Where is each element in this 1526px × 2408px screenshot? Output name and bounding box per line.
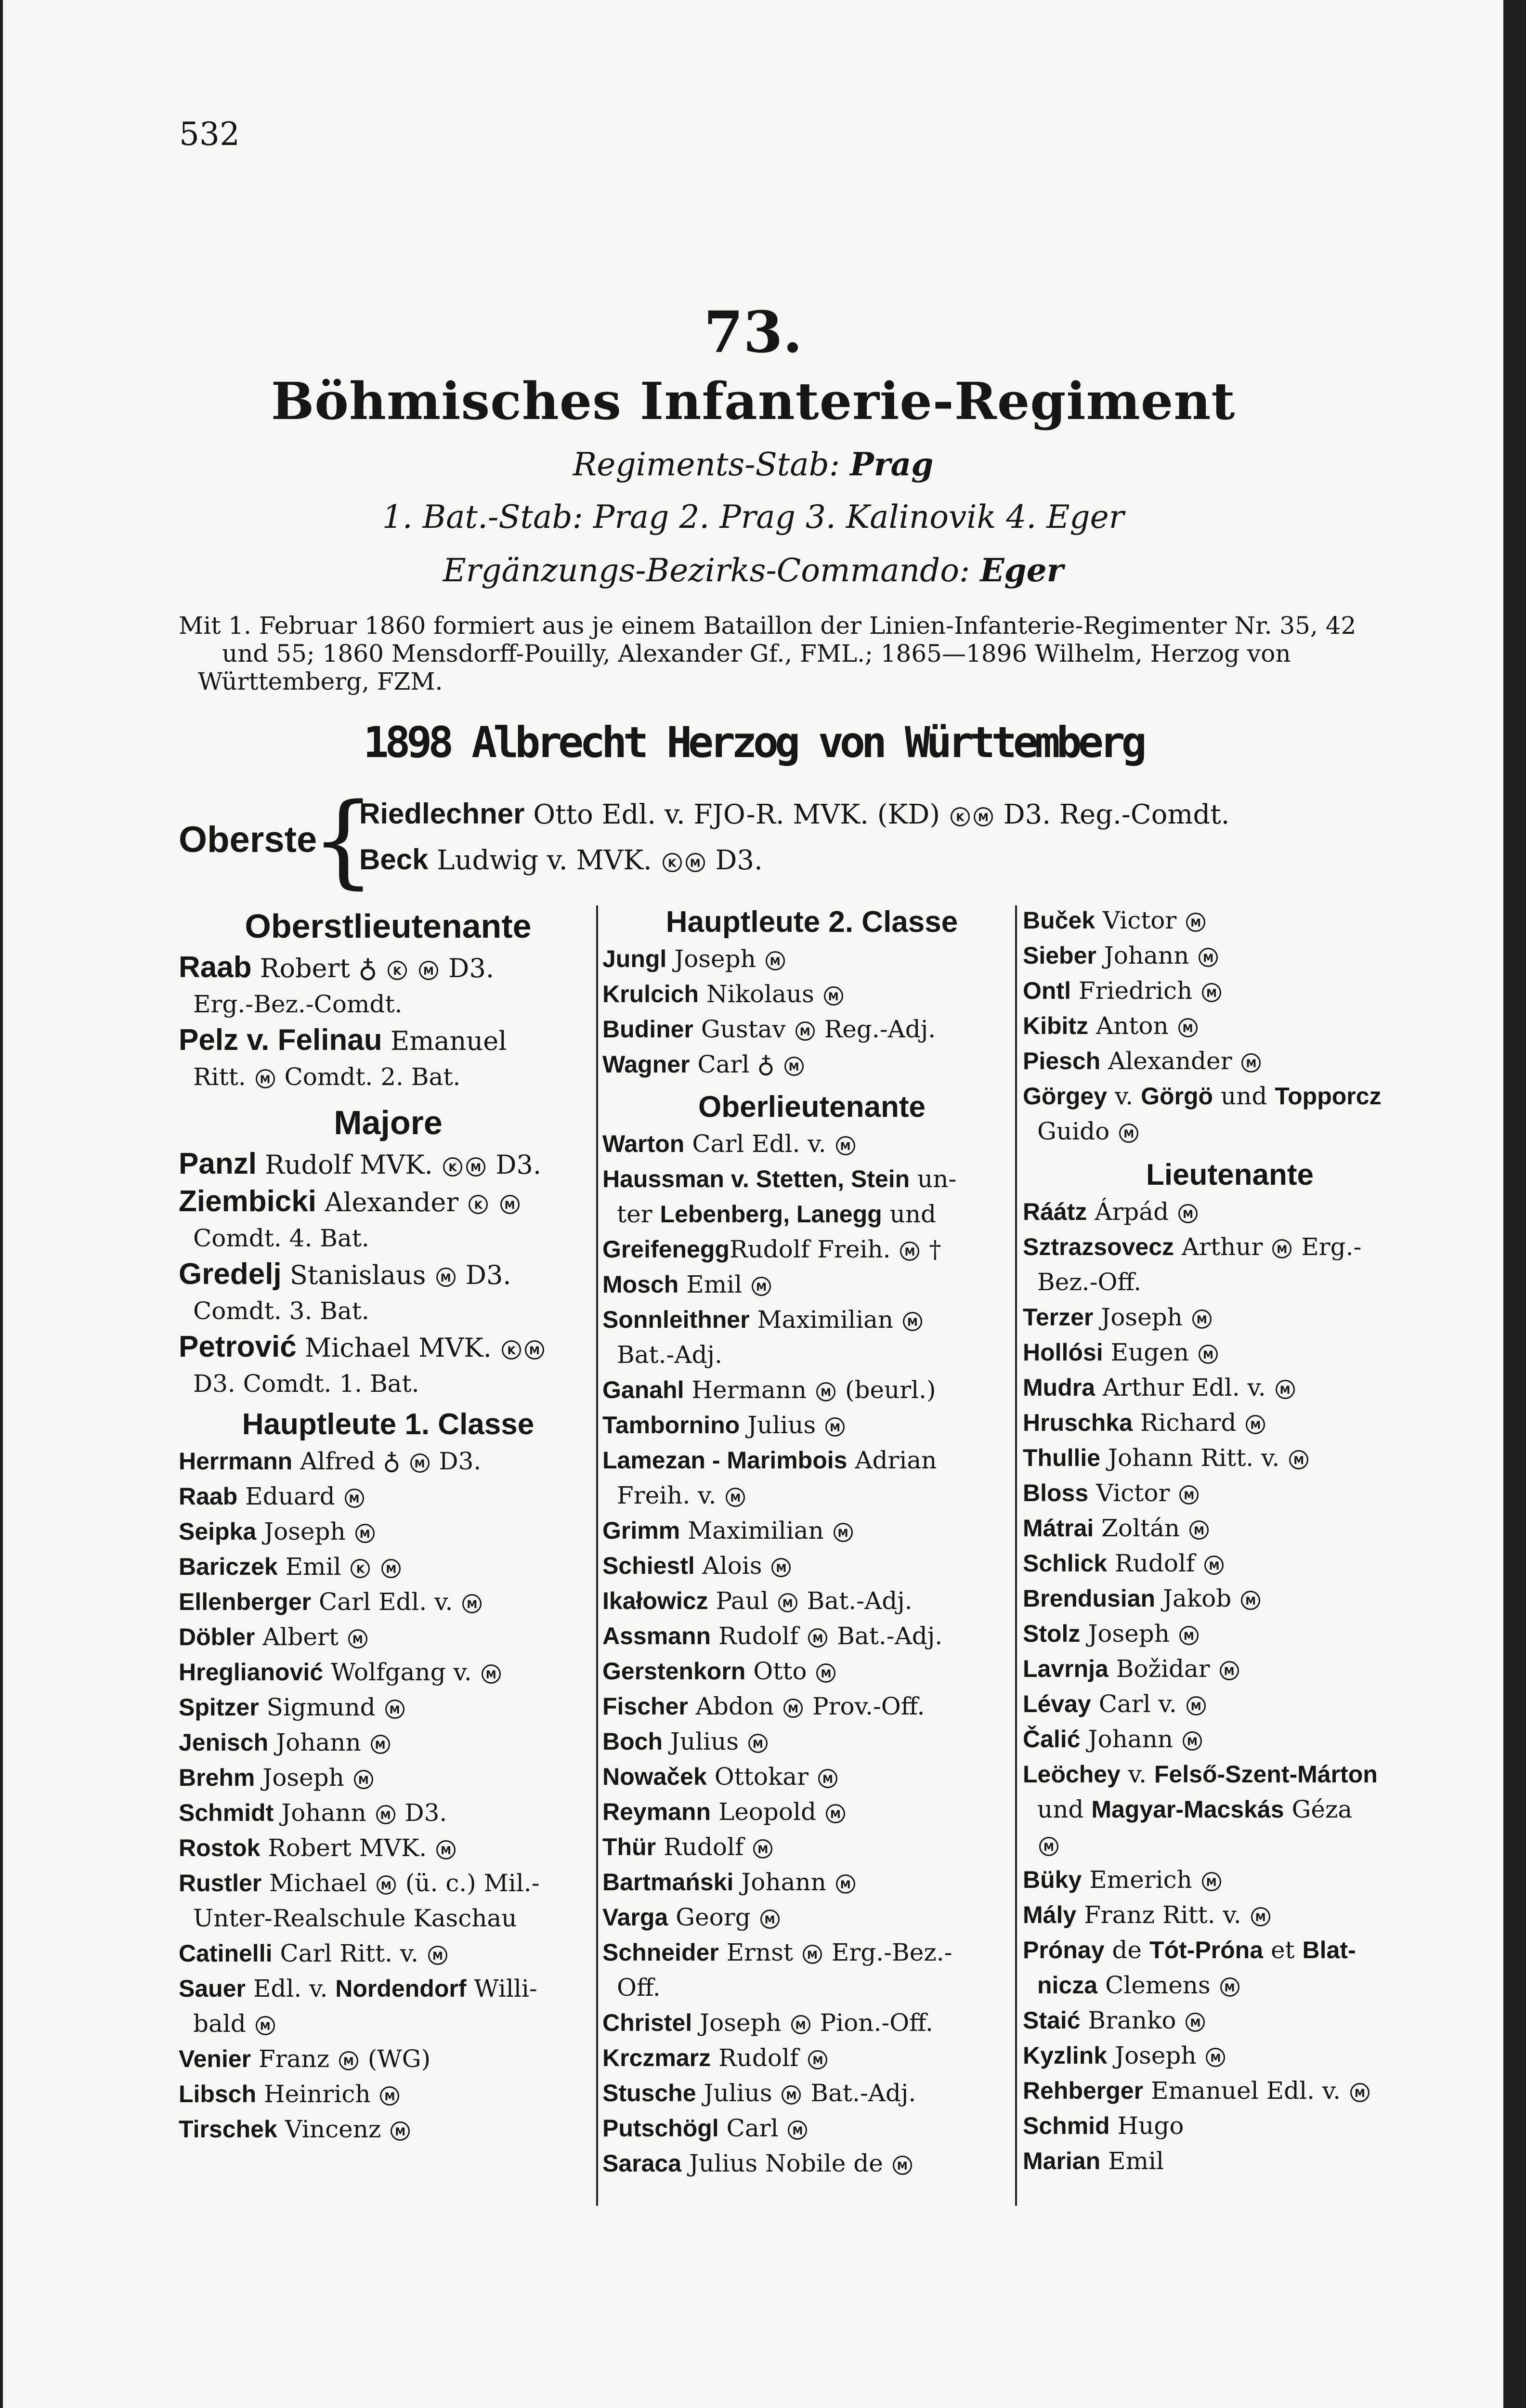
list-item-continued: und Magyar-Macskás Géza — [1037, 1795, 1353, 1823]
oberst-entry: Beck Ludwig v. MVK. K M D3. — [359, 843, 763, 876]
regiment-number: 73. — [704, 299, 803, 366]
list-item: Rehberger Emanuel Edl. v. M — [1023, 2073, 1437, 2108]
list-item: Staić Branko M — [1023, 2003, 1437, 2038]
list-item: Seipka Joseph M — [179, 1514, 598, 1549]
list-item: Boch Julius M — [602, 1724, 1021, 1759]
list-item: Ellenberger Carl Edl. v. M — [179, 1584, 598, 1620]
list-item: Schlick Rudolf M — [1023, 1546, 1437, 1581]
list-item: Nowaček Ottokar M — [602, 1759, 1021, 1794]
list-item: Ontl Friedrich M — [1023, 973, 1437, 1008]
list-item: Ziembicki Alexander K M — [179, 1183, 598, 1221]
list-item-continued: bald M — [179, 2006, 598, 2042]
cross-icon: ♁ — [757, 1050, 775, 1078]
m-medal-icon: M — [1204, 1556, 1224, 1575]
regiment-owner: 1898 Albrecht Herzog von Württemberg — [363, 718, 1143, 767]
m-medal-icon: M — [1179, 1626, 1199, 1645]
list-item: Ganahl Hermann M (beurl.) — [602, 1376, 936, 1404]
m-medal-icon: M — [1289, 1450, 1308, 1469]
list-item-continued: Freih. v. M — [602, 1478, 1021, 1513]
dagger-icon: † — [929, 1235, 941, 1263]
m-medal-icon: M — [339, 2051, 358, 2070]
m-medal-icon: M — [1272, 1239, 1291, 1258]
bataillon-line: 1. Bat.-Stab: Prag 2. Prag 3. Kalinovik 4. Eger — [382, 498, 1124, 536]
m-medal-icon: M — [391, 2121, 410, 2141]
m-medal-icon: M — [256, 2016, 275, 2035]
list-item: Venier Franz M (WG) — [179, 2045, 431, 2073]
list-item: Stolz Joseph M — [1023, 1616, 1437, 1651]
list-item: Sonnleithner Maximilian M — [602, 1302, 1021, 1337]
m-medal-icon: M — [893, 2156, 912, 2175]
list-item: Mály Franz Ritt. v. M — [1023, 1898, 1437, 1933]
list-item: Ráátz Árpád M — [1023, 1194, 1437, 1230]
list-item: Marian Emil — [1023, 2147, 1164, 2175]
m-medal-icon: M — [752, 1277, 771, 1296]
m-medal-icon: M — [836, 1136, 855, 1155]
section-heading: Lieutenante — [1146, 1158, 1314, 1191]
list-item: Herrmann Alfred ♁ M D3. — [179, 1447, 482, 1475]
list-item: Leöchey v. Felső-Szent-Márton — [1023, 1760, 1378, 1788]
list-item: Bariczek Emil K M — [179, 1549, 598, 1584]
m-medal-icon: M — [436, 1840, 456, 1859]
list-item: Sieber Johann M — [1023, 938, 1437, 973]
list-item: Thullie Johann Ritt. v. M — [1023, 1440, 1437, 1476]
m-medal-icon: M — [803, 1945, 822, 1964]
m-medal-icon: M — [436, 1268, 456, 1287]
k-medal-icon: K — [663, 853, 682, 872]
regiments-stab-line: Regiments-Stab: Prag — [573, 445, 934, 483]
m-medal-icon: M — [826, 1804, 845, 1823]
list-item: Sauer Edl. v. Nordendorf Willi- — [179, 1975, 537, 2002]
k-medal-icon: K — [502, 1340, 521, 1360]
list-item: Schneider Ernst M Erg.-Bez.- — [602, 1938, 952, 1966]
ergaenzung-line: Ergänzungs-Bezirks-Commando: Eger — [443, 551, 1064, 589]
list-item: Catinelli Carl Ritt. v. M — [179, 1936, 598, 1971]
list-item: Varga Georg M — [602, 1900, 1021, 1935]
list-item: Haussman v. Stetten, Stein un- — [602, 1165, 957, 1193]
list-item: Tambornino Julius M — [602, 1408, 1021, 1443]
list-item: Kibitz Anton M — [1023, 1008, 1437, 1044]
list-item: Bloss Victor M — [1023, 1476, 1437, 1511]
m-medal-icon: M — [818, 1769, 837, 1788]
brace-symbol: { — [311, 781, 376, 899]
m-medal-icon: M — [428, 1946, 447, 1965]
list-item: Brendusian Jakob M — [1023, 1581, 1437, 1616]
m-medal-icon: M — [1202, 1872, 1221, 1891]
m-medal-icon: M — [1179, 1485, 1199, 1505]
list-item-continued — [1023, 1827, 1437, 1862]
list-item: Putschögl Carl M — [602, 2111, 1021, 2146]
m-medal-icon: M — [1119, 1124, 1138, 1143]
list-item: Rustler Michael M (ü. c.) Mil.- — [179, 1869, 540, 1897]
m-medal-icon: M — [1183, 1731, 1202, 1751]
cross-icon: ♁ — [383, 1447, 401, 1475]
list-item: Brehm Joseph M — [179, 1760, 598, 1795]
m-medal-icon: M — [1202, 983, 1221, 1002]
m-medal-icon: M — [686, 853, 705, 872]
oberste-heading: Oberste — [179, 819, 317, 860]
list-item-continued: Guido M — [1023, 1114, 1437, 1149]
section-heading: Oberlieutenante — [698, 1090, 926, 1124]
m-medal-icon: M — [419, 961, 438, 980]
list-item-continued: ter Lebenberg, Lanegg und — [617, 1200, 936, 1228]
section-heading: Oberstlieutenante — [245, 907, 532, 945]
list-item: Lamezan - Marimbois Adrian — [602, 1446, 937, 1474]
m-medal-icon: M — [782, 2085, 801, 2105]
m-medal-icon: M — [778, 1593, 797, 1612]
m-medal-icon: M — [766, 951, 785, 970]
m-medal-icon: M — [1246, 1415, 1265, 1434]
m-medal-icon: M — [345, 1489, 364, 1508]
cross-icon: ♁ — [358, 953, 378, 983]
list-item: Mátrai Zoltán M — [1023, 1511, 1437, 1546]
list-item: Lavrnja Božidar M — [1023, 1651, 1437, 1687]
m-medal-icon: M — [726, 1488, 745, 1507]
m-medal-icon: M — [783, 1699, 803, 1718]
m-medal-icon: M — [376, 1805, 395, 1824]
m-medal-icon: M — [796, 1021, 815, 1041]
list-item: Pelz v. Felinau Emanuel — [179, 1023, 507, 1057]
list-item: Grimm Maximilian M — [602, 1513, 1021, 1548]
list-item: Döbler Albert M — [179, 1620, 598, 1655]
m-medal-icon: M — [256, 1069, 275, 1088]
m-medal-icon: M — [788, 2120, 807, 2140]
m-medal-icon: M — [462, 1594, 482, 1613]
list-item-continued: Ritt. M Comdt. 2. Bat. — [193, 1063, 461, 1091]
column-2 — [602, 903, 1021, 2181]
m-medal-icon: M — [1241, 1053, 1261, 1073]
m-medal-icon: M — [784, 1057, 804, 1076]
list-item-continued: Comdt. 4. Bat. — [193, 1224, 369, 1252]
m-medal-icon: M — [466, 1157, 485, 1177]
m-medal-icon: M — [808, 1628, 827, 1648]
list-item: Hollósi Eugen M — [1023, 1335, 1437, 1370]
m-medal-icon: M — [834, 1523, 853, 1542]
oberst-entry: Riedlechner Otto Edl. v. FJO-R. MVK. (KD) K M D3. Reg.-Comdt. — [359, 798, 1230, 830]
list-item-continued: D3. Comdt. 1. Bat. — [193, 1370, 419, 1398]
list-item: Budiner Gustav M Reg.-Adj. — [602, 1015, 936, 1043]
m-medal-icon: M — [824, 986, 843, 1006]
list-item: Libsch Heinrich M — [179, 2077, 598, 2112]
list-item: Panzl Rudolf MVK. K M D3. — [179, 1147, 542, 1180]
m-medal-icon: M — [377, 1875, 396, 1895]
list-item-continued: GreifeneggRudolf Freih. M † — [602, 1235, 941, 1263]
m-medal-icon: M — [381, 1559, 401, 1578]
regiment-title: Böhmisches Infanterie-Regiment — [271, 371, 1236, 431]
m-medal-icon: M — [371, 1735, 390, 1754]
list-item: Krczmarz Rudolf M — [602, 2041, 1021, 2076]
list-item: Sztrazsovecz Arthur M Erg.- — [1023, 1233, 1362, 1261]
list-item: Assmann Rudolf M Bat.-Adj. — [602, 1622, 943, 1650]
list-item: Thür Rudolf M — [602, 1830, 1021, 1865]
list-item: Hreglianović Wolfgang v. M — [179, 1655, 598, 1690]
m-medal-icon: M — [816, 1663, 835, 1683]
list-item: Jenisch Johann M — [179, 1725, 598, 1760]
m-medal-icon: M — [760, 1910, 780, 1929]
section-heading: Hauptleute 2. Classe — [665, 905, 958, 939]
list-item: Lévay Carl v. M — [1023, 1687, 1437, 1722]
m-medal-icon: M — [1187, 1696, 1206, 1715]
m-medal-icon: M — [355, 1524, 375, 1543]
m-medal-icon: M — [836, 1874, 855, 1894]
m-medal-icon: M — [1199, 948, 1218, 967]
k-medal-icon: K — [951, 807, 970, 826]
list-item: Spitzer Sigmund M — [179, 1690, 598, 1725]
m-medal-icon: M — [1241, 1591, 1260, 1610]
list-item: Jungl Joseph M — [602, 942, 1021, 977]
m-medal-icon: M — [1178, 1018, 1198, 1037]
list-item: Hruschka Richard M — [1023, 1405, 1437, 1440]
list-item-continued: Bez.-Off. — [1037, 1268, 1142, 1296]
list-item: Saraca Julius Nobile de M — [602, 2146, 1021, 2181]
list-item: Schiestl Alois M — [602, 1548, 1021, 1584]
column-3 — [1023, 903, 1437, 2179]
k-medal-icon: K — [469, 1195, 488, 1214]
m-medal-icon: M — [1199, 1345, 1218, 1364]
m-medal-icon: M — [385, 1700, 404, 1719]
list-item: Petrović Michael MVK. K M — [179, 1329, 598, 1366]
m-medal-icon: M — [748, 1734, 768, 1753]
list-item: Terzer Joseph M — [1023, 1300, 1437, 1335]
list-item: Bartmański Johann M — [602, 1865, 1021, 1900]
m-medal-icon: M — [900, 1242, 919, 1261]
list-item-continued: Unter-Realschule Kaschau — [193, 1904, 517, 1932]
m-medal-icon: M — [500, 1195, 520, 1214]
list-item: Raab Eduard M — [179, 1479, 598, 1514]
m-medal-icon: M — [816, 1382, 835, 1401]
list-item: Čalić Johann M — [1023, 1722, 1437, 1757]
m-medal-icon: M — [380, 2086, 399, 2106]
m-medal-icon: M — [791, 2015, 810, 2034]
m-medal-icon: M — [410, 1453, 430, 1473]
m-medal-icon: M — [903, 1312, 922, 1331]
list-item: Warton Carl Edl. v. M — [602, 1126, 1021, 1162]
k-medal-icon: K — [388, 961, 407, 980]
m-medal-icon: M — [1186, 913, 1205, 932]
list-item: Schmidt Johann M D3. — [179, 1799, 447, 1827]
list-item-continued: Comdt. 3. Bat. — [193, 1297, 369, 1325]
list-item-continued: nicza Clemens M — [1023, 1968, 1437, 2003]
list-item-continued: Off. — [617, 1974, 661, 2002]
list-item: Fischer Abdon M Prov.-Off. — [602, 1692, 925, 1720]
m-medal-icon: M — [354, 1770, 373, 1789]
document-page — [3, 0, 1503, 2408]
list-item: Rostok Robert MVK. M — [179, 1831, 598, 1866]
m-medal-icon: M — [974, 807, 993, 826]
list-item: Kyzlink Joseph M — [1023, 2038, 1437, 2073]
column-1 — [179, 903, 598, 2147]
m-medal-icon: M — [525, 1340, 544, 1360]
list-item-continued: Erg.-Bez.-Comdt. — [193, 990, 403, 1018]
list-item: Reymann Leopold M — [602, 1794, 1021, 1830]
k-medal-icon: K — [351, 1559, 370, 1578]
list-item: Prónay de Tót-Próna et Blat- — [1023, 1936, 1356, 1964]
list-item: Tirschek Vincenz M — [179, 2112, 598, 2147]
list-item-continued: Bat.-Adj. — [617, 1341, 722, 1369]
k-medal-icon: K — [443, 1157, 462, 1177]
m-medal-icon: M — [1276, 1380, 1295, 1399]
regiment-history: Mit 1. Februar 1860 formiert aus je einem Bataillon der Linien-Infanterie-Regimenter Nr. 35, 42 und 55; 1860 Mensdorff-Pouilly, Alexander Gf., FML.; 1865—1896 Wilhelm, Herzog von Württemberg, FZM. — [179, 612, 1356, 695]
m-medal-icon: M — [482, 1664, 501, 1684]
m-medal-icon: M — [1220, 1661, 1239, 1680]
list-item: Mosch Emil M — [602, 1267, 1021, 1302]
m-medal-icon: M — [1220, 1977, 1239, 1997]
m-medal-icon: M — [1350, 2083, 1369, 2102]
m-medal-icon: M — [1189, 1520, 1209, 1540]
list-item: Schmid Hugo — [1023, 2112, 1184, 2140]
page-number: 532 — [179, 116, 240, 153]
section-heading: Hauptleute 1. Classe — [242, 1408, 535, 1441]
list-item: Piesch Alexander M — [1023, 1044, 1437, 1079]
list-item: Wagner Carl ♁ M — [602, 1047, 1021, 1082]
m-medal-icon: M — [808, 2050, 827, 2069]
list-item: Christel Joseph M Pion.-Off. — [602, 2009, 933, 2037]
list-item: Görgey v. Görgö und Topporcz — [1023, 1082, 1382, 1110]
list-item: Büky Emerich M — [1023, 1862, 1437, 1898]
m-medal-icon: M — [771, 1558, 791, 1577]
m-medal-icon: M — [348, 1629, 367, 1649]
m-medal-icon: M — [825, 1417, 845, 1437]
list-item: Buček Victor M — [1023, 903, 1437, 938]
list-item: Stusche Julius M Bat.-Adj. — [602, 2079, 916, 2107]
m-medal-icon: M — [1192, 1309, 1212, 1329]
m-medal-icon: M — [1178, 1204, 1198, 1223]
m-medal-icon: M — [1251, 1907, 1270, 1926]
list-item: Gerstenkorn Otto M — [602, 1654, 1021, 1689]
m-medal-icon: M — [1206, 2048, 1225, 2067]
m-medal-icon: M — [753, 1839, 772, 1858]
list-item: Gredelj Stanislaus M D3. — [179, 1257, 511, 1291]
section-heading: Majore — [334, 1104, 443, 1141]
list-item: Mudra Arthur Edl. v. M — [1023, 1370, 1437, 1405]
list-item: Ikałowicz Paul M Bat.-Adj. — [602, 1587, 913, 1615]
m-medal-icon: M — [1186, 2013, 1205, 2032]
list-item: Raab Robert ♁ K M D3. — [179, 951, 494, 984]
list-item: Krulcich Nikolaus M — [602, 977, 1021, 1012]
m-medal-icon: M — [1039, 1837, 1058, 1856]
